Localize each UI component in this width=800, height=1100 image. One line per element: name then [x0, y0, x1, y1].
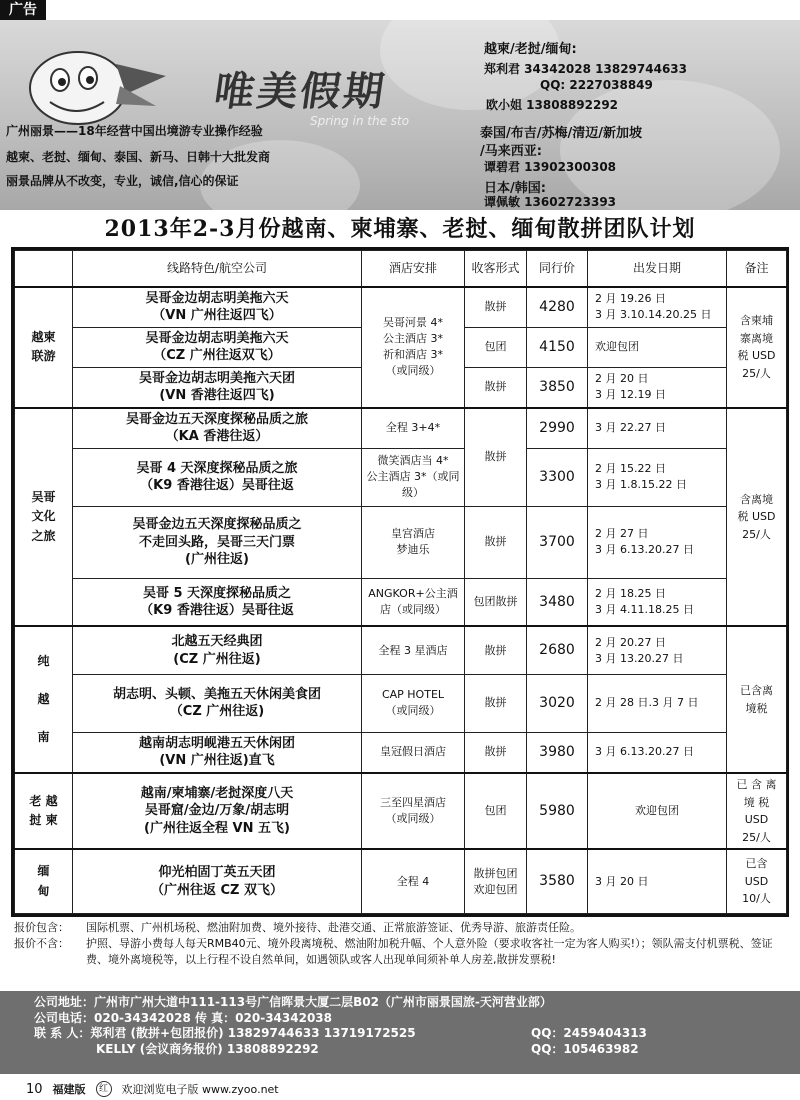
- contact-person-2-text: KELLY (会议商务报价) 13808892292: [96, 1041, 319, 1056]
- page-footer: [0, 1078, 800, 1100]
- dates-cell: 3 月 6.13.20.27 日: [588, 732, 727, 773]
- route-title: 吴哥金边五天深度探秘品质之: [132, 517, 302, 533]
- footer-slogan: 欢迎浏览电子版 www.zyoo.net: [121, 1083, 279, 1096]
- edition-label: 福建版: [52, 1083, 86, 1096]
- price-cell: 2680: [527, 626, 588, 674]
- table-row: [15, 674, 787, 732]
- type-cell: 散拼: [465, 367, 527, 408]
- banner-contact-3: 谭碧君 13902300308: [484, 160, 617, 174]
- note-cell: 含离境 税 USD 25/人: [727, 408, 787, 627]
- hotel-cell: 全程 3 星酒店: [362, 626, 465, 674]
- table-row: [15, 732, 787, 773]
- hotel-cell: 皇宫酒店 梦迪乐: [362, 506, 465, 578]
- price-cell: 2990: [527, 408, 588, 449]
- header-dates: 出发日期: [588, 251, 727, 287]
- page-title: 2013年2-3月份越南、柬埔寨、老挝、缅甸散拼团队计划: [104, 216, 696, 242]
- table-row: [15, 506, 787, 578]
- brand-name: 唯美假期: [211, 68, 390, 115]
- price-cell: 3300: [527, 448, 588, 506]
- type-cell: 散拼: [465, 674, 527, 732]
- banner-contact-1: 郑利君 34342028 13829744633: [484, 62, 687, 76]
- price-cell: 3850: [527, 367, 588, 408]
- route-cell: 吴哥 4 天深度探秘品质之旅 （K9 香港往返）吴哥往返: [73, 448, 362, 506]
- table-row: [15, 626, 787, 674]
- hotel-cell: 全程 4: [362, 849, 465, 913]
- price-cell: 5980: [527, 773, 588, 849]
- note-cell: 已含 USD 10/人: [727, 849, 787, 913]
- type-cell: 散拼: [465, 732, 527, 773]
- dates-cell: 2 月 27 日 3 月 6.13.20.27 日: [588, 506, 727, 578]
- dates-cell: 2 月 18.25 日 3 月 4.11.18.25 日: [588, 578, 727, 626]
- promo-banner: [0, 20, 800, 210]
- note-cell: 含柬埔 寨离境 税 USD 25/人: [727, 287, 787, 408]
- route-subtitle: 不走回头路，吴哥三天门票 (广州往返): [138, 534, 295, 568]
- type-cell: 散拼: [465, 408, 527, 507]
- included-text: 国际机票、广州机场税、燃油附加费、境外接待、赴港交通、正常旅游签证、优秀导游、旅游责任险。: [86, 921, 581, 934]
- price-cell: 3700: [527, 506, 588, 578]
- dates-cell: 2 月 20 日 3 月 12.19 日: [588, 367, 727, 408]
- dates-cell: 2 月 19.26 日 3 月 3.10.14.20.25 日: [588, 287, 727, 328]
- banner-line-3: 丽景品牌从不改变，专业，诚信,信心的保证: [6, 174, 239, 188]
- ad-tag: 广告: [0, 0, 46, 20]
- type-cell: 包团: [465, 327, 527, 367]
- mascot-logo: [16, 36, 176, 136]
- price-cell: 4280: [527, 287, 588, 328]
- type-cell: 散拼: [465, 506, 527, 578]
- contact-phone: 公司电话：020-34342028 传 真：020-34342038: [34, 1010, 333, 1025]
- table-row: [15, 578, 787, 626]
- header-type: 收客形式: [465, 251, 527, 287]
- header-route: 线路特色/航空公司: [73, 251, 362, 287]
- included-label: 报价包含：: [14, 921, 69, 934]
- region-cell: 吴哥 文化 之旅: [15, 408, 73, 627]
- note-cell: 已含离 境税: [727, 626, 787, 773]
- publisher-logo-icon: 红: [96, 1081, 112, 1097]
- type-cell: 包团散拼: [465, 578, 527, 626]
- banner-contact-2: 欧小姐 13808892292: [486, 98, 619, 112]
- contact-person-1: [34, 1026, 800, 1042]
- hotel-cell: 微笑酒店当 4* 公主酒店 3*（或同 级）: [362, 448, 465, 506]
- tour-table: [11, 247, 789, 917]
- contact-person-1-text: 联 系 人：郑利君 (散拼+包团报价) 13829744633 13719172525: [34, 1026, 416, 1040]
- table-row: [15, 773, 787, 849]
- spring-text: Spring in the sto: [310, 114, 410, 128]
- type-cell: 散拼: [465, 626, 527, 674]
- contact-person-2: [34, 1042, 800, 1058]
- table-row: [15, 287, 787, 328]
- dates-cell: 3 月 20 日: [588, 849, 727, 913]
- banner-region-3: 日本/韩国:: [484, 181, 546, 196]
- price-notes: [14, 920, 789, 968]
- table-row: [15, 849, 787, 913]
- header-region: [15, 251, 73, 287]
- contact-qq-1: QQ：2459404313: [531, 1026, 647, 1040]
- region-cell: 越柬 联游: [15, 287, 73, 408]
- hotel-cell: CAP HOTEL （或同级）: [362, 674, 465, 732]
- dates-cell: 2 月 28 日.3 月 7 日: [588, 674, 727, 732]
- banner-qq-1: QQ: 2227038849: [540, 78, 653, 92]
- hotel-cell: 吴哥河景 4* 公主酒店 3* 祈和酒店 3* （或同级）: [362, 287, 465, 408]
- contact-block: [0, 991, 800, 1074]
- banner-region-2: 泰国/布吉/苏梅/清迈/新加坡: [480, 126, 642, 141]
- route-cell: 吴哥金边胡志明美拖六天团 (VN 香港往返四飞): [73, 367, 362, 408]
- type-cell: 散拼: [465, 287, 527, 328]
- note-cell: 已 含 离 境 税 USD 25/人: [727, 773, 787, 849]
- hotel-cell: 皇冠假日酒店: [362, 732, 465, 773]
- header-price: 同行价: [527, 251, 588, 287]
- table-row: [15, 408, 787, 449]
- contact-qq-2: QQ：105463982: [531, 1041, 639, 1056]
- banner-contact-4: 谭佩敏 13602723393: [484, 195, 617, 209]
- type-cell: 散拼包团 欢迎包团: [465, 849, 527, 913]
- dates-cell: 欢迎包团: [588, 773, 727, 849]
- route-cell: 越南/柬埔寨/老挝深度八天 吴哥窟/金边/万象/胡志明 (广州往返全程 VN 五飞): [73, 773, 362, 849]
- route-cell: 吴哥金边胡志明美拖六天 （CZ 广州往返双飞）: [73, 327, 362, 367]
- price-cell: 3980: [527, 732, 588, 773]
- route-cell: 仰光柏固丁英五天团 （广州往返 CZ 双飞）: [73, 849, 362, 913]
- header-note: 备注: [727, 251, 787, 287]
- dates-cell: 欢迎包团: [588, 327, 727, 367]
- price-cell: 3020: [527, 674, 588, 732]
- price-cell: 4150: [527, 327, 588, 367]
- price-cell: 3580: [527, 849, 588, 913]
- table-header-row: [15, 251, 787, 287]
- type-cell: 包团: [465, 773, 527, 849]
- hotel-cell: ANGKOR+公主酒 店（或同级）: [362, 578, 465, 626]
- excluded-text: 护照、导游小费每人每天RMB40元、境外段离境税、燃油附加税升幅、个人意外险（要求收客社一定为客人购买!）；领队需支付机票税、签证费、境外离境税等，以上行程不设自然单间，如遇领队或客人出现单间须补单人房差,散拼发票税!: [86, 937, 773, 966]
- dates-cell: 3 月 22.27 日: [588, 408, 727, 449]
- route-cell: 越南胡志明岘港五天休闲团 (VN 广州往返)直飞: [73, 732, 362, 773]
- hotel-cell: 三至四星酒店 （或同级）: [362, 773, 465, 849]
- hotel-cell: 全程 3+4*: [362, 408, 465, 449]
- excluded-label: 报价不含：: [14, 937, 69, 950]
- dates-cell: 2 月 20.27 日 3 月 13.20.27 日: [588, 626, 727, 674]
- table-row: [15, 448, 787, 506]
- route-cell: 吴哥金边胡志明美拖六天 （VN 广州往返四飞）: [73, 287, 362, 328]
- contact-address: 公司地址：广州市广州大道中111-113号广信晖景大厦二层B02（广州市丽景国旅-天河营业部）: [34, 995, 552, 1009]
- banner-region-2b: /马来西亚:: [480, 144, 542, 159]
- dates-cell: 2 月 15.22 日 3 月 1.8.15.22 日: [588, 448, 727, 506]
- region-cell: 纯 越 南: [15, 626, 73, 773]
- page-number: 10: [26, 1081, 43, 1097]
- region-cell: 缅 甸: [15, 849, 73, 913]
- route-cell: 北越五天经典团 (CZ 广州往返): [73, 626, 362, 674]
- region-cell: 老 越 挝 柬: [15, 773, 73, 849]
- banner-line-2: 越柬、老挝、缅甸、泰国、新马、日韩十大批发商: [6, 150, 271, 164]
- banner-region-1: 越柬/老挝/缅甸:: [484, 42, 577, 57]
- route-cell: 吴哥 5 天深度探秘品质之 （K9 香港往返）吴哥往返: [73, 578, 362, 626]
- route-cell: 吴哥金边五天深度探秘品质之旅 （KA 香港往返）: [73, 408, 362, 449]
- route-cell: 胡志明、头顿、美拖五天休闲美食团 （CZ 广州往返): [73, 674, 362, 732]
- header-hotel: 酒店安排: [362, 251, 465, 287]
- price-cell: 3480: [527, 578, 588, 626]
- banner-line-1: 广州丽景——18年经营中国出境游专业操作经验: [6, 124, 263, 138]
- route-cell: [73, 506, 362, 578]
